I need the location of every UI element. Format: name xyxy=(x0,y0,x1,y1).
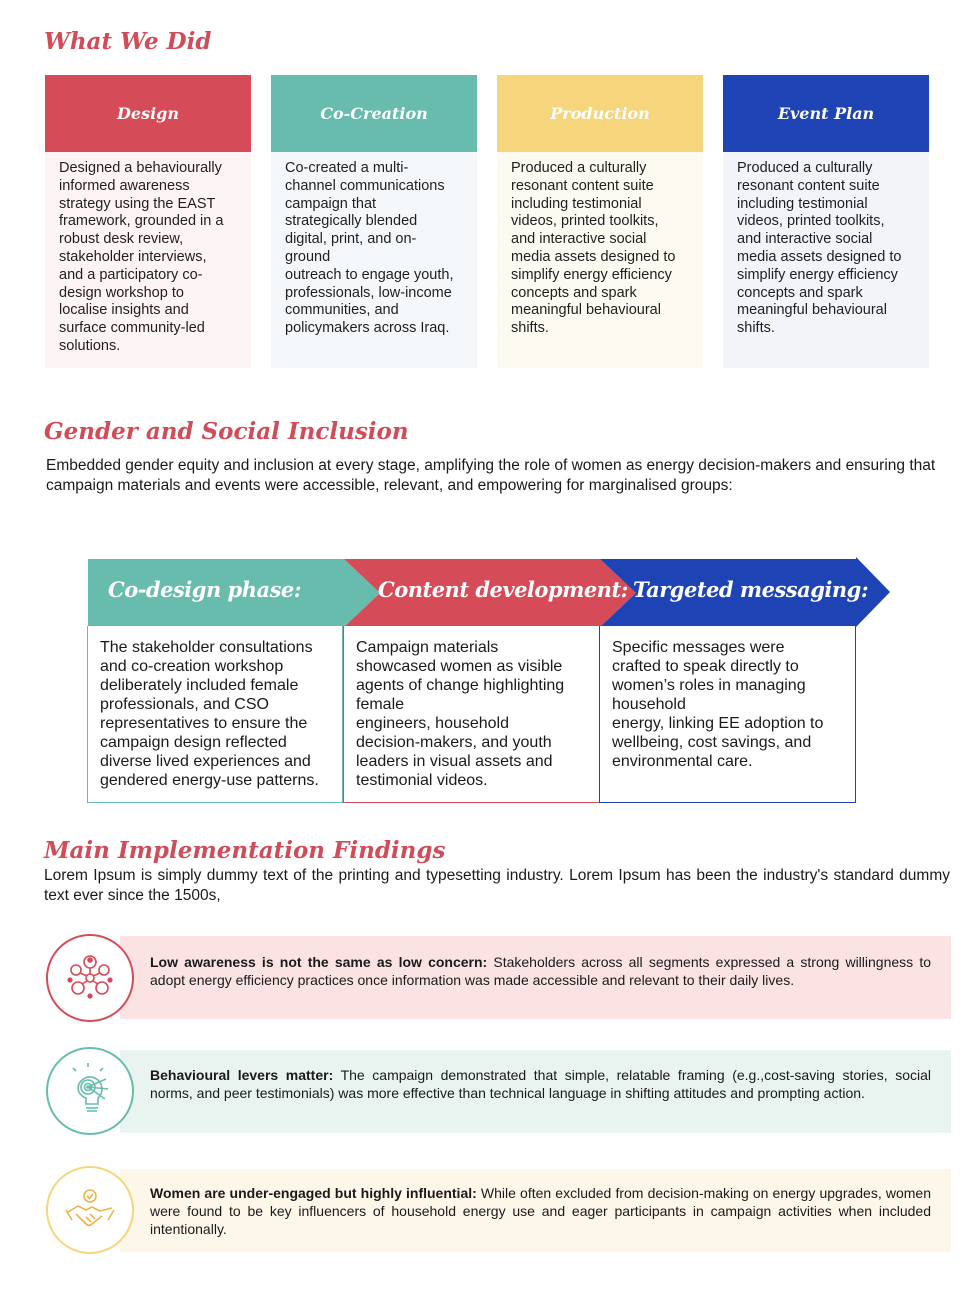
finding-row xyxy=(120,1050,951,1133)
phase-title-co-design: Co-design phase: xyxy=(108,577,302,602)
card-design xyxy=(45,75,251,368)
finding-row xyxy=(120,936,951,1019)
lightbulb-target-icon xyxy=(48,1049,132,1133)
card-text: Co-created a multi- channel communications campaign that strategically blended digital, print, and on- ground outreach to engage youth, professionals, low-income communities, and policymakers across Iraq. xyxy=(271,152,477,368)
findings-intro-text: Lorem Ipsum is simply dummy text of the printing and typesetting industry. Lorem Ipsum has been the industry's standard dummy text ever since the 1500s, xyxy=(44,867,950,904)
phase-text-content: Campaign materials showcased women as visible agents of change highlighting female engineers, household decision-makers, and youth leaders in visual assets and testimonial videos. xyxy=(343,626,600,803)
phase-text-targeted: Specific messages were crafted to speak directly to women’s roles in managing household energy, linking EE adoption to wellbeing, cost savings, and environmental care. xyxy=(599,626,856,803)
gender-intro-text: Embedded gender equity and inclusion at every stage, amplifying the role of women as energy decision-makers and ensuring that campaign materials and events were accessible, relevant, and empowering for marginalised groups: xyxy=(46,457,936,494)
card-production xyxy=(497,75,703,368)
finding-icon-circle xyxy=(46,1047,134,1135)
card-title: Design xyxy=(45,75,251,152)
phase-title-content: Content development: xyxy=(378,577,628,602)
card-text: Produced a culturally resonant content suite including testimonial videos, printed toolkits, and interactive social media assets designed to simplify energy efficiency concepts and spark meaningful behavioural shifts. xyxy=(497,152,703,368)
finding-text: While often excluded from decision-making on energy upgrades, women were found to be key influencers of household energy use and eager participants in campaign activities when included intentionally. xyxy=(150,1185,931,1237)
card-title: Co-Creation xyxy=(271,75,477,152)
card-event-plan xyxy=(723,75,929,368)
finding-text: The campaign demonstrated that simple, relatable framing (e.g.,cost-saving stories, social norms, and peer testimonials) was more effective than technical language in shifting attitudes and prompting action. xyxy=(150,1067,931,1101)
finding-bold: Low awareness is not the same as low concern: xyxy=(150,954,488,970)
finding-icon-circle xyxy=(46,1166,134,1254)
phase-title-targeted: Targeted messaging: xyxy=(633,577,869,602)
card-title: Event Plan xyxy=(723,75,929,152)
network-people-icon xyxy=(48,936,132,1020)
card-co-creation xyxy=(271,75,477,368)
card-text: Produced a culturally resonant content suite including testimonial videos, printed toolkits, and interactive social media assets designed to simplify energy efficiency concepts and spark meaningful behavioural shifts. xyxy=(723,152,929,368)
finding-bold: Women are under-engaged but highly influential: xyxy=(150,1185,477,1201)
finding-bold: Behavioural levers matter: xyxy=(150,1067,334,1083)
finding-icon-circle xyxy=(46,934,134,1022)
finding-text: Stakeholders across all segments expressed a strong willingness to adopt energy efficiency practices once information was made accessible and relevant to their daily lives. xyxy=(150,954,931,988)
card-text: Designed a behaviourally informed awareness strategy using the EAST framework, grounded in a robust desk review, stakeholder interviews, and a participatory co- design workshop to localise insights and surface community-led solutions. xyxy=(45,152,251,368)
section-title-gender: Gender and Social Inclusion xyxy=(44,418,409,445)
card-title: Production xyxy=(497,75,703,152)
section-title-findings: Main Implementation Findings xyxy=(44,837,446,864)
phase-text-co-design: The stakeholder consultations and co-creation workshop deliberately included female professionals, and CSO representatives to ensure the campaign design reflected diverse lived experiences and gendered energy-use patterns. xyxy=(87,626,343,803)
section-title-what-we-did: What We Did xyxy=(44,28,212,55)
finding-row xyxy=(120,1169,951,1252)
handshake-icon xyxy=(48,1168,132,1252)
